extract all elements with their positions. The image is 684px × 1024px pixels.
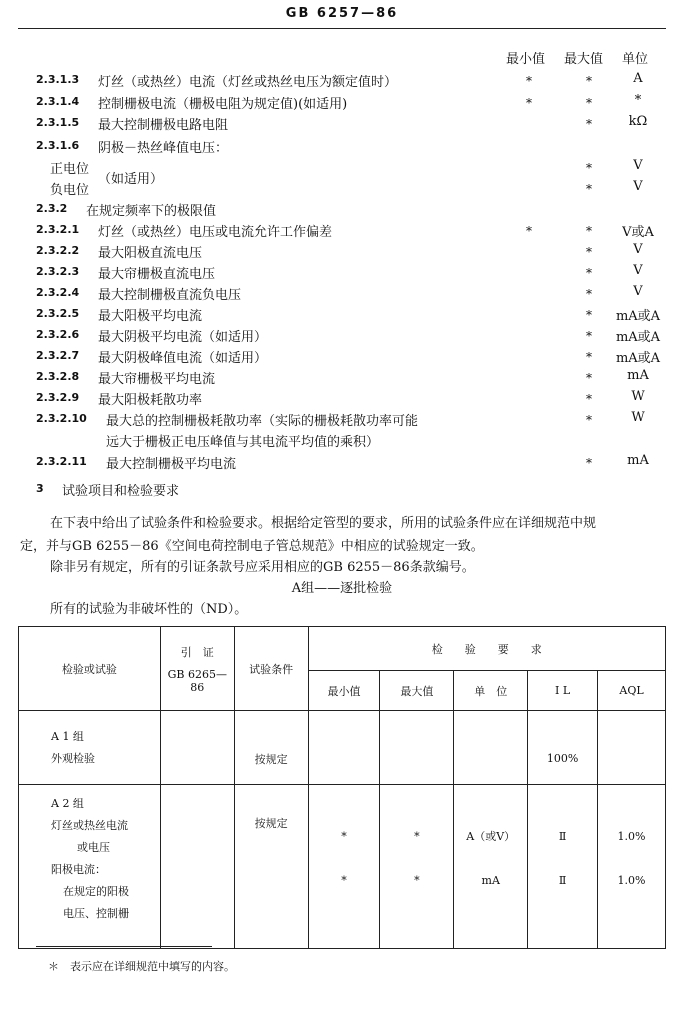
max-value: * (586, 182, 592, 196)
max-value: * (586, 266, 592, 280)
min-value: * (526, 96, 532, 110)
table-row (19, 785, 666, 949)
a2-min2: * (341, 874, 347, 887)
max-value: * (586, 329, 592, 343)
item-text: 最大控制栅极平均电流 (106, 457, 237, 472)
unit-value: A (633, 71, 643, 86)
item-text: 最大阴极平均电流（如适用） (98, 330, 268, 345)
inspection-table (18, 626, 666, 949)
item-number: 2.3.2.1 (36, 223, 80, 236)
group-title: A组——逐批检验 (291, 581, 393, 596)
unit-value: V (633, 284, 643, 299)
th-reference (160, 627, 234, 711)
item-text: 在规定频率下的极限值 (86, 204, 217, 219)
col-header-min: 最小值 (506, 52, 546, 67)
optional-note: （如适用） (98, 172, 164, 187)
item-text: 最大总的控制栅极耗散功率（实际的栅极耗散功率可能 (106, 414, 419, 429)
item-text: 最大阳极直流电压 (98, 246, 203, 261)
th-aql: AQL (598, 671, 666, 711)
standard-header: GB 6257—86 (285, 6, 399, 21)
th-il: I L (528, 671, 598, 711)
list-item (0, 136, 684, 156)
cell-a2-cond: 按规定 (234, 785, 308, 949)
list-item (0, 283, 684, 303)
cell-a1-cond: 按规定 (234, 711, 308, 785)
a2-item1a: 灯丝或热丝电流 (51, 819, 128, 832)
max-value: * (586, 96, 592, 110)
item-text: 最大阳极平均电流 (98, 309, 203, 324)
footnote-rule (36, 946, 212, 947)
item-text: 最大帘栅极直流电压 (98, 267, 216, 282)
list-item (0, 262, 684, 282)
th-unit: 单 位 (454, 671, 528, 711)
unit-value: mA (627, 368, 649, 383)
cell-a1-il: 100% (528, 711, 598, 785)
section-title: 试验项目和检验要求 (62, 484, 180, 499)
table-row (19, 711, 666, 785)
col-header-unit: 单位 (622, 52, 649, 67)
max-value: * (586, 456, 592, 470)
unit-value: kΩ (628, 114, 648, 129)
header-rule (18, 28, 666, 29)
a2-max2: * (414, 874, 420, 887)
list-item (0, 452, 684, 472)
list-item (0, 241, 684, 261)
list-item (0, 388, 684, 408)
paragraph-1a: 在下表中给出了试验条件和检验要求。根据给定管型的要求，所用的试验条件应在详细规范中规 (50, 516, 597, 531)
a2-item2c: 电压、控制栅 (63, 907, 129, 920)
unit-value: mA或A (615, 330, 661, 345)
paragraph-1b: 定，并与GB 6255－86《空间电荷控制电子管总规范》中相应的试验规定一致。 (20, 539, 484, 554)
th-condition: 试验条件 (234, 627, 308, 711)
max-value: * (586, 224, 592, 238)
list-item (0, 113, 684, 133)
item-number: 2.3.1.5 (36, 116, 80, 129)
footnote: ＊ 表示应在详细规范中填写的内容。 (48, 960, 235, 973)
a2-aql1: 1.0% (617, 830, 646, 843)
max-value: * (586, 161, 592, 175)
unit-value: W (631, 389, 645, 404)
list-item (0, 220, 684, 240)
a2-unit2: mA (481, 874, 500, 887)
section-number: 3 (36, 482, 44, 495)
max-value: * (586, 413, 592, 427)
list-item (0, 92, 684, 112)
item-text: 最大帘栅极平均电流 (98, 372, 216, 387)
th-reference-label: 引 证 (180, 645, 214, 659)
unit-value: V (633, 179, 643, 194)
item-number: 2.3.2.11 (36, 455, 87, 468)
item-number: 2.3.2.10 (36, 412, 87, 425)
item-text: 最大阴极峰值电流（如适用） (98, 351, 268, 366)
paragraph-3: 所有的试验为非破坏性的（ND）。 (50, 602, 248, 617)
item-number: 2.3.2.3 (36, 265, 80, 278)
list-item (0, 325, 684, 345)
list-item (0, 430, 684, 450)
item-number: 2.3.2.8 (36, 370, 80, 383)
max-value: * (586, 350, 592, 364)
item-text: 控制栅极电流（栅极电阻为规定值)(如适用) (98, 97, 348, 112)
item-text: 最大控制栅极直流负电压 (98, 288, 242, 303)
list-item (0, 367, 684, 387)
th-reference-std: GB 6265—86 (167, 667, 227, 694)
th-min: 最小值 (308, 671, 380, 711)
unit-value: W (631, 410, 645, 425)
unit-value: * (634, 93, 642, 108)
min-value: * (526, 224, 532, 238)
item-text: 灯丝（或热丝）电流（灯丝或热丝电压为额定值时） (98, 75, 398, 90)
max-value: * (586, 287, 592, 301)
list-item (0, 346, 684, 366)
max-value: * (586, 308, 592, 322)
unit-value: V或A (622, 225, 654, 240)
max-value: * (586, 74, 592, 88)
item-number: 2.3.1.6 (36, 139, 80, 152)
item-text: 最大阳极耗散功率 (98, 393, 203, 408)
a2-group-label: A 2 组 (51, 797, 84, 810)
th-max: 最大值 (380, 671, 454, 711)
list-item (0, 409, 684, 429)
max-value: * (586, 245, 592, 259)
item-text: 远大于栅极正电压峰值与其电流平均值的乘积） (106, 435, 380, 450)
a2-unit1: A（或V） (466, 830, 516, 843)
a2-min1: * (341, 830, 347, 843)
item-number: 2.3.2.4 (36, 286, 80, 299)
item-number: 2.3.2.6 (36, 328, 80, 341)
max-value: * (586, 371, 592, 385)
item-number: 2.3.2.9 (36, 391, 80, 404)
item-number: 2.3.2.7 (36, 349, 80, 362)
col-header-max: 最大值 (564, 52, 604, 67)
item-text: 灯丝（或热丝）电压或电流允许工作偏差 (98, 225, 333, 240)
list-item (0, 199, 684, 219)
item-text: 最大控制栅极电路电阻 (98, 118, 229, 133)
unit-value: V (633, 263, 643, 278)
max-value: * (586, 392, 592, 406)
a1-item-label: 外观检验 (51, 751, 95, 765)
a2-il1: Ⅱ (558, 830, 567, 843)
unit-value: mA或A (615, 309, 661, 324)
a2-item1b: 或电压 (77, 841, 110, 854)
a2-il2: Ⅱ (558, 874, 567, 887)
item-text: 阴极－热丝峰值电压： (98, 141, 229, 156)
cell-a2-item (19, 785, 161, 949)
unit-value: V (633, 158, 643, 173)
item-number: 2.3.2.2 (36, 244, 80, 257)
item-text: 正电位 (50, 162, 90, 177)
list-item (0, 304, 684, 324)
list-item (0, 70, 684, 90)
max-value: * (586, 117, 592, 131)
a2-item2b: 在规定的阳极 (63, 885, 129, 898)
unit-value: V (633, 242, 643, 257)
item-number: 2.3.2.5 (36, 307, 80, 320)
paragraph-2: 除非另有规定，所有的引证条款号应采用相应的GB 6255－86条款编号。 (50, 560, 475, 575)
a2-max1: * (414, 830, 420, 843)
min-value: * (526, 74, 532, 88)
a2-aql2: 1.0% (617, 874, 646, 887)
a1-group-label: A 1 组 (51, 729, 84, 743)
th-test: 检验或试验 (19, 627, 161, 711)
item-number: 2.3.1.4 (36, 95, 80, 108)
unit-value: mA或A (615, 351, 661, 366)
cell-a1-item (19, 711, 161, 785)
item-text: 负电位 (50, 183, 90, 198)
a2-item2a: 阳极电流： (51, 863, 106, 876)
item-number: 2.3.1.3 (36, 73, 80, 86)
th-requirements: 检 验 要 求 (308, 627, 665, 671)
unit-value: mA (627, 453, 649, 468)
item-number: 2.3.2 (36, 202, 68, 215)
